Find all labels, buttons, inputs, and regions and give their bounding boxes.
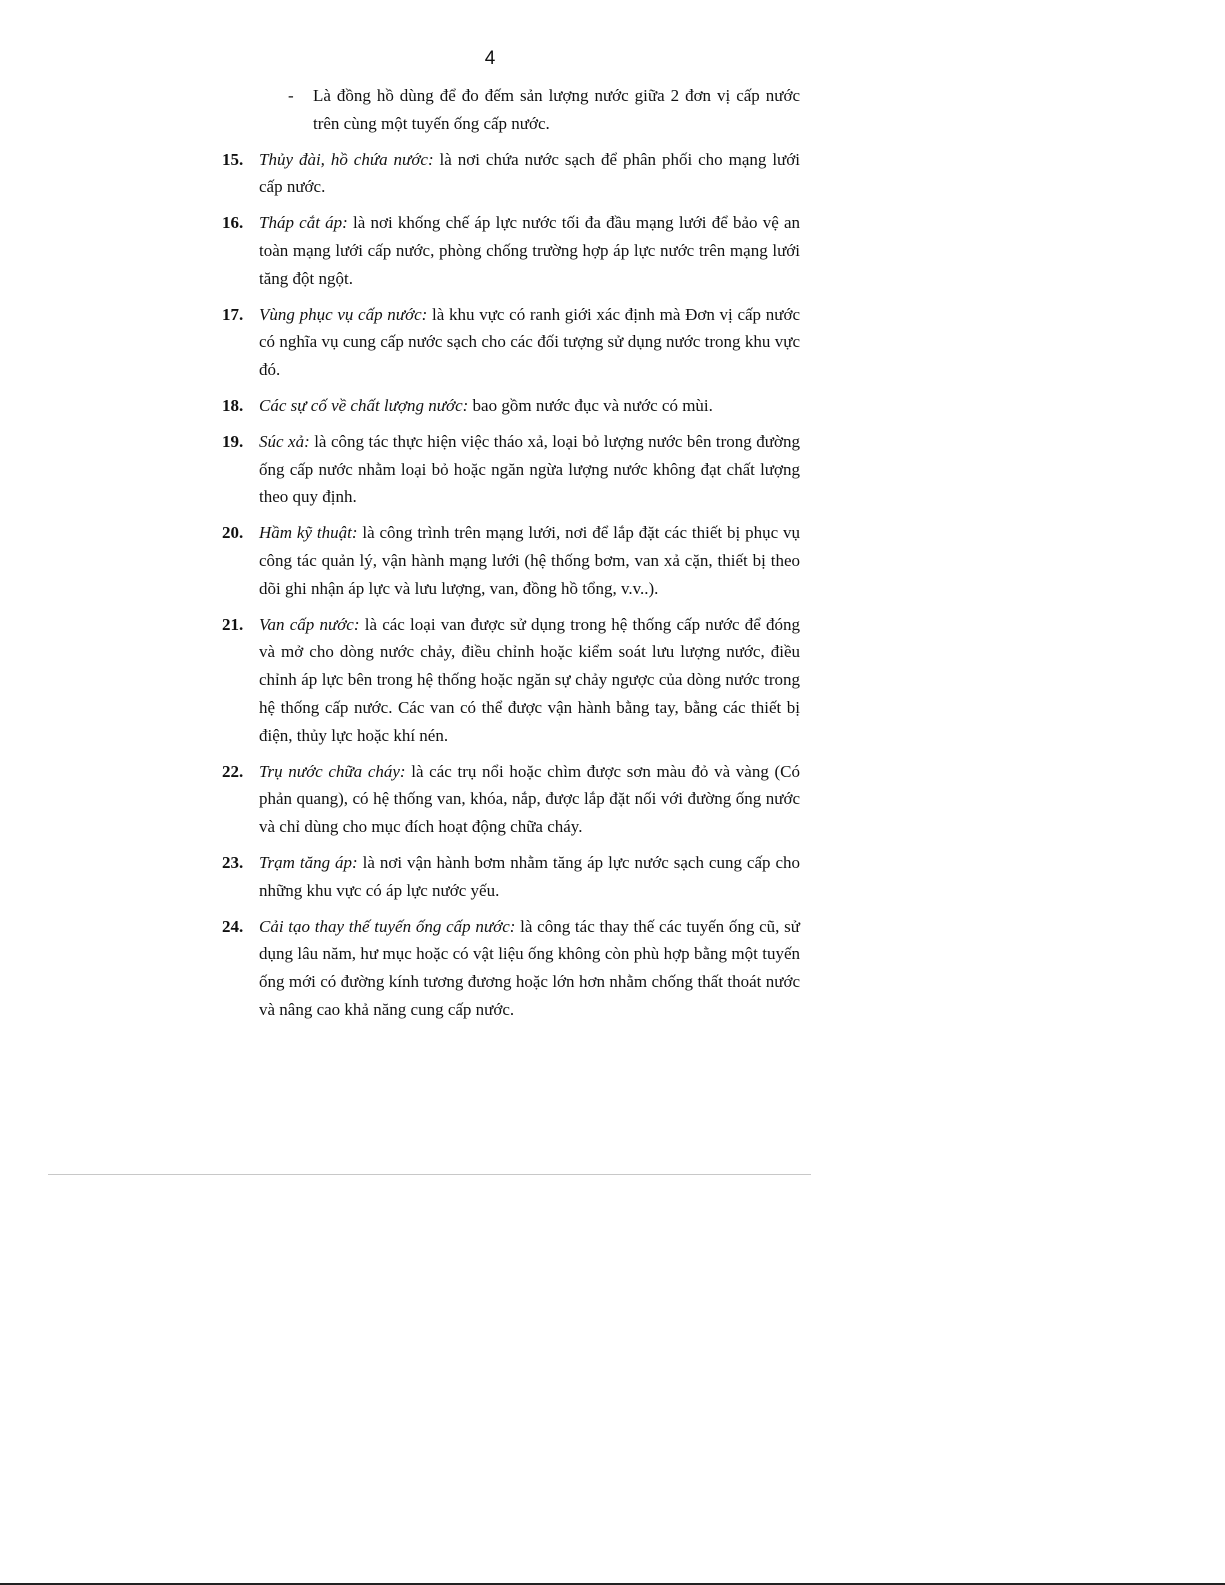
item-body bbox=[259, 519, 800, 602]
item-body bbox=[259, 913, 800, 1024]
item-text: là khu vực có ranh giới xác định mà Đơn vị cấp nước có nghĩa vụ cung cấp nước sạch cho các đối tượng sử dụng nước trong khu vực đó. bbox=[259, 304, 800, 380]
item-text: là công tác thực hiện việc tháo xả, loại bỏ lượng nước bên trong đường ống cấp nước nhằm loại bỏ hoặc ngăn ngừa lượng nước không đạt chất lượng theo quy định. bbox=[259, 431, 800, 507]
item-number: 20. bbox=[222, 523, 244, 543]
item-body bbox=[259, 428, 800, 511]
page-number: 4 bbox=[484, 48, 496, 69]
item-number: 24. bbox=[222, 916, 244, 936]
definitions-content bbox=[222, 82, 800, 1032]
item-number: 16. bbox=[222, 213, 244, 233]
definition-item-15 bbox=[222, 146, 800, 202]
item-number: 21. bbox=[222, 614, 244, 634]
bullet-dash: - bbox=[288, 86, 294, 105]
definition-item-21 bbox=[222, 611, 800, 750]
item-number: 17. bbox=[222, 304, 244, 324]
item-body bbox=[259, 392, 800, 420]
bullet-item bbox=[288, 82, 800, 138]
definition-item-23 bbox=[222, 849, 800, 905]
item-number: 19. bbox=[222, 431, 244, 451]
item-body bbox=[259, 146, 800, 202]
item-term: Hầm kỹ thuật: bbox=[259, 523, 358, 543]
item-term: Các sự cố về chất lượng nước: bbox=[259, 395, 469, 415]
bullet-text: Là đồng hồ dùng để đo đếm sản lượng nước giữa 2 đơn vị cấp nước trên cùng một tuyến ống cấp nước. bbox=[313, 86, 800, 133]
item-term: Tháp cắt áp: bbox=[259, 213, 348, 233]
item-term: Cải tạo thay thế tuyến ống cấp nước: bbox=[259, 916, 516, 936]
definition-item-16 bbox=[222, 209, 800, 292]
item-text: là các trụ nổi hoặc chìm được sơn màu đỏ và vàng (Có phản quang), có hệ thống van, khóa, nắp, được lắp đặt nối với đường ống nước và chỉ dùng cho mục đích hoạt động chữa cháy. bbox=[259, 761, 800, 837]
definition-item-20 bbox=[222, 519, 800, 602]
item-term: Súc xả: bbox=[259, 431, 310, 451]
item-text: là các loại van được sử dụng trong hệ thống cấp nước để đóng và mở cho dòng nước chảy, điều chỉnh hoặc kiểm soát lưu lượng nước, điều chỉnh áp lực bên trong hệ thống hoặc ngăn sự chảy ngược của dòng nước trong hệ thống cấp nước. Các van có thể được vận hành bằng tay, bằng các thiết bị điện, thủy lực hoặc khí nén. bbox=[259, 614, 800, 745]
item-body bbox=[259, 301, 800, 384]
definition-item-19 bbox=[222, 428, 800, 511]
item-term: Trạm tăng áp: bbox=[259, 852, 358, 872]
item-number: 22. bbox=[222, 761, 244, 781]
item-body bbox=[259, 758, 800, 841]
item-number: 15. bbox=[222, 149, 244, 169]
item-number: 18. bbox=[222, 395, 244, 415]
item-term: Van cấp nước: bbox=[259, 614, 360, 634]
item-term: Thủy đài, hồ chứa nước: bbox=[259, 149, 434, 169]
item-text: là nơi chứa nước sạch để phân phối cho mạng lưới cấp nước. bbox=[259, 149, 800, 197]
page-divider bbox=[48, 1174, 811, 1175]
definition-item-18 bbox=[222, 392, 800, 420]
item-text: là nơi vận hành bơm nhằm tăng áp lực nước sạch cung cấp cho những khu vực có áp lực nước yếu. bbox=[259, 852, 800, 900]
item-text: là công tác thay thế các tuyến ống cũ, sử dụng lâu năm, hư mục hoặc có vật liệu ống không còn phù hợp bằng một tuyến ống mới có đường kính tương đương hoặc lớn hơn nhằm chống thất thoát nước và nâng cao khả năng cung cấp nước. bbox=[259, 916, 800, 1019]
item-body bbox=[259, 611, 800, 750]
item-text: là công trình trên mạng lưới, nơi để lắp đặt các thiết bị phục vụ công tác quản lý, vận hành mạng lưới (hệ thống bơm, van xả cặn, thiết bị theo dõi ghi nhận áp lực và lưu lượng, van, đồng hồ tổng, v.v..). bbox=[259, 523, 800, 598]
item-term: Trụ nước chữa cháy: bbox=[259, 761, 406, 781]
item-text: bao gồm nước đục và nước có mùi. bbox=[468, 395, 713, 415]
definition-item-24 bbox=[222, 913, 800, 1024]
definition-item-22 bbox=[222, 758, 800, 841]
item-body bbox=[259, 209, 800, 292]
item-body bbox=[259, 849, 800, 905]
definition-item-17 bbox=[222, 301, 800, 384]
item-number: 23. bbox=[222, 852, 244, 872]
item-term: Vùng phục vụ cấp nước: bbox=[259, 304, 428, 324]
item-text: là nơi khống chế áp lực nước tối đa đầu mạng lưới để bảo vệ an toàn mạng lưới cấp nước, phòng chống trường hợp áp lực nước trên mạng lưới tăng đột ngột. bbox=[259, 213, 800, 288]
